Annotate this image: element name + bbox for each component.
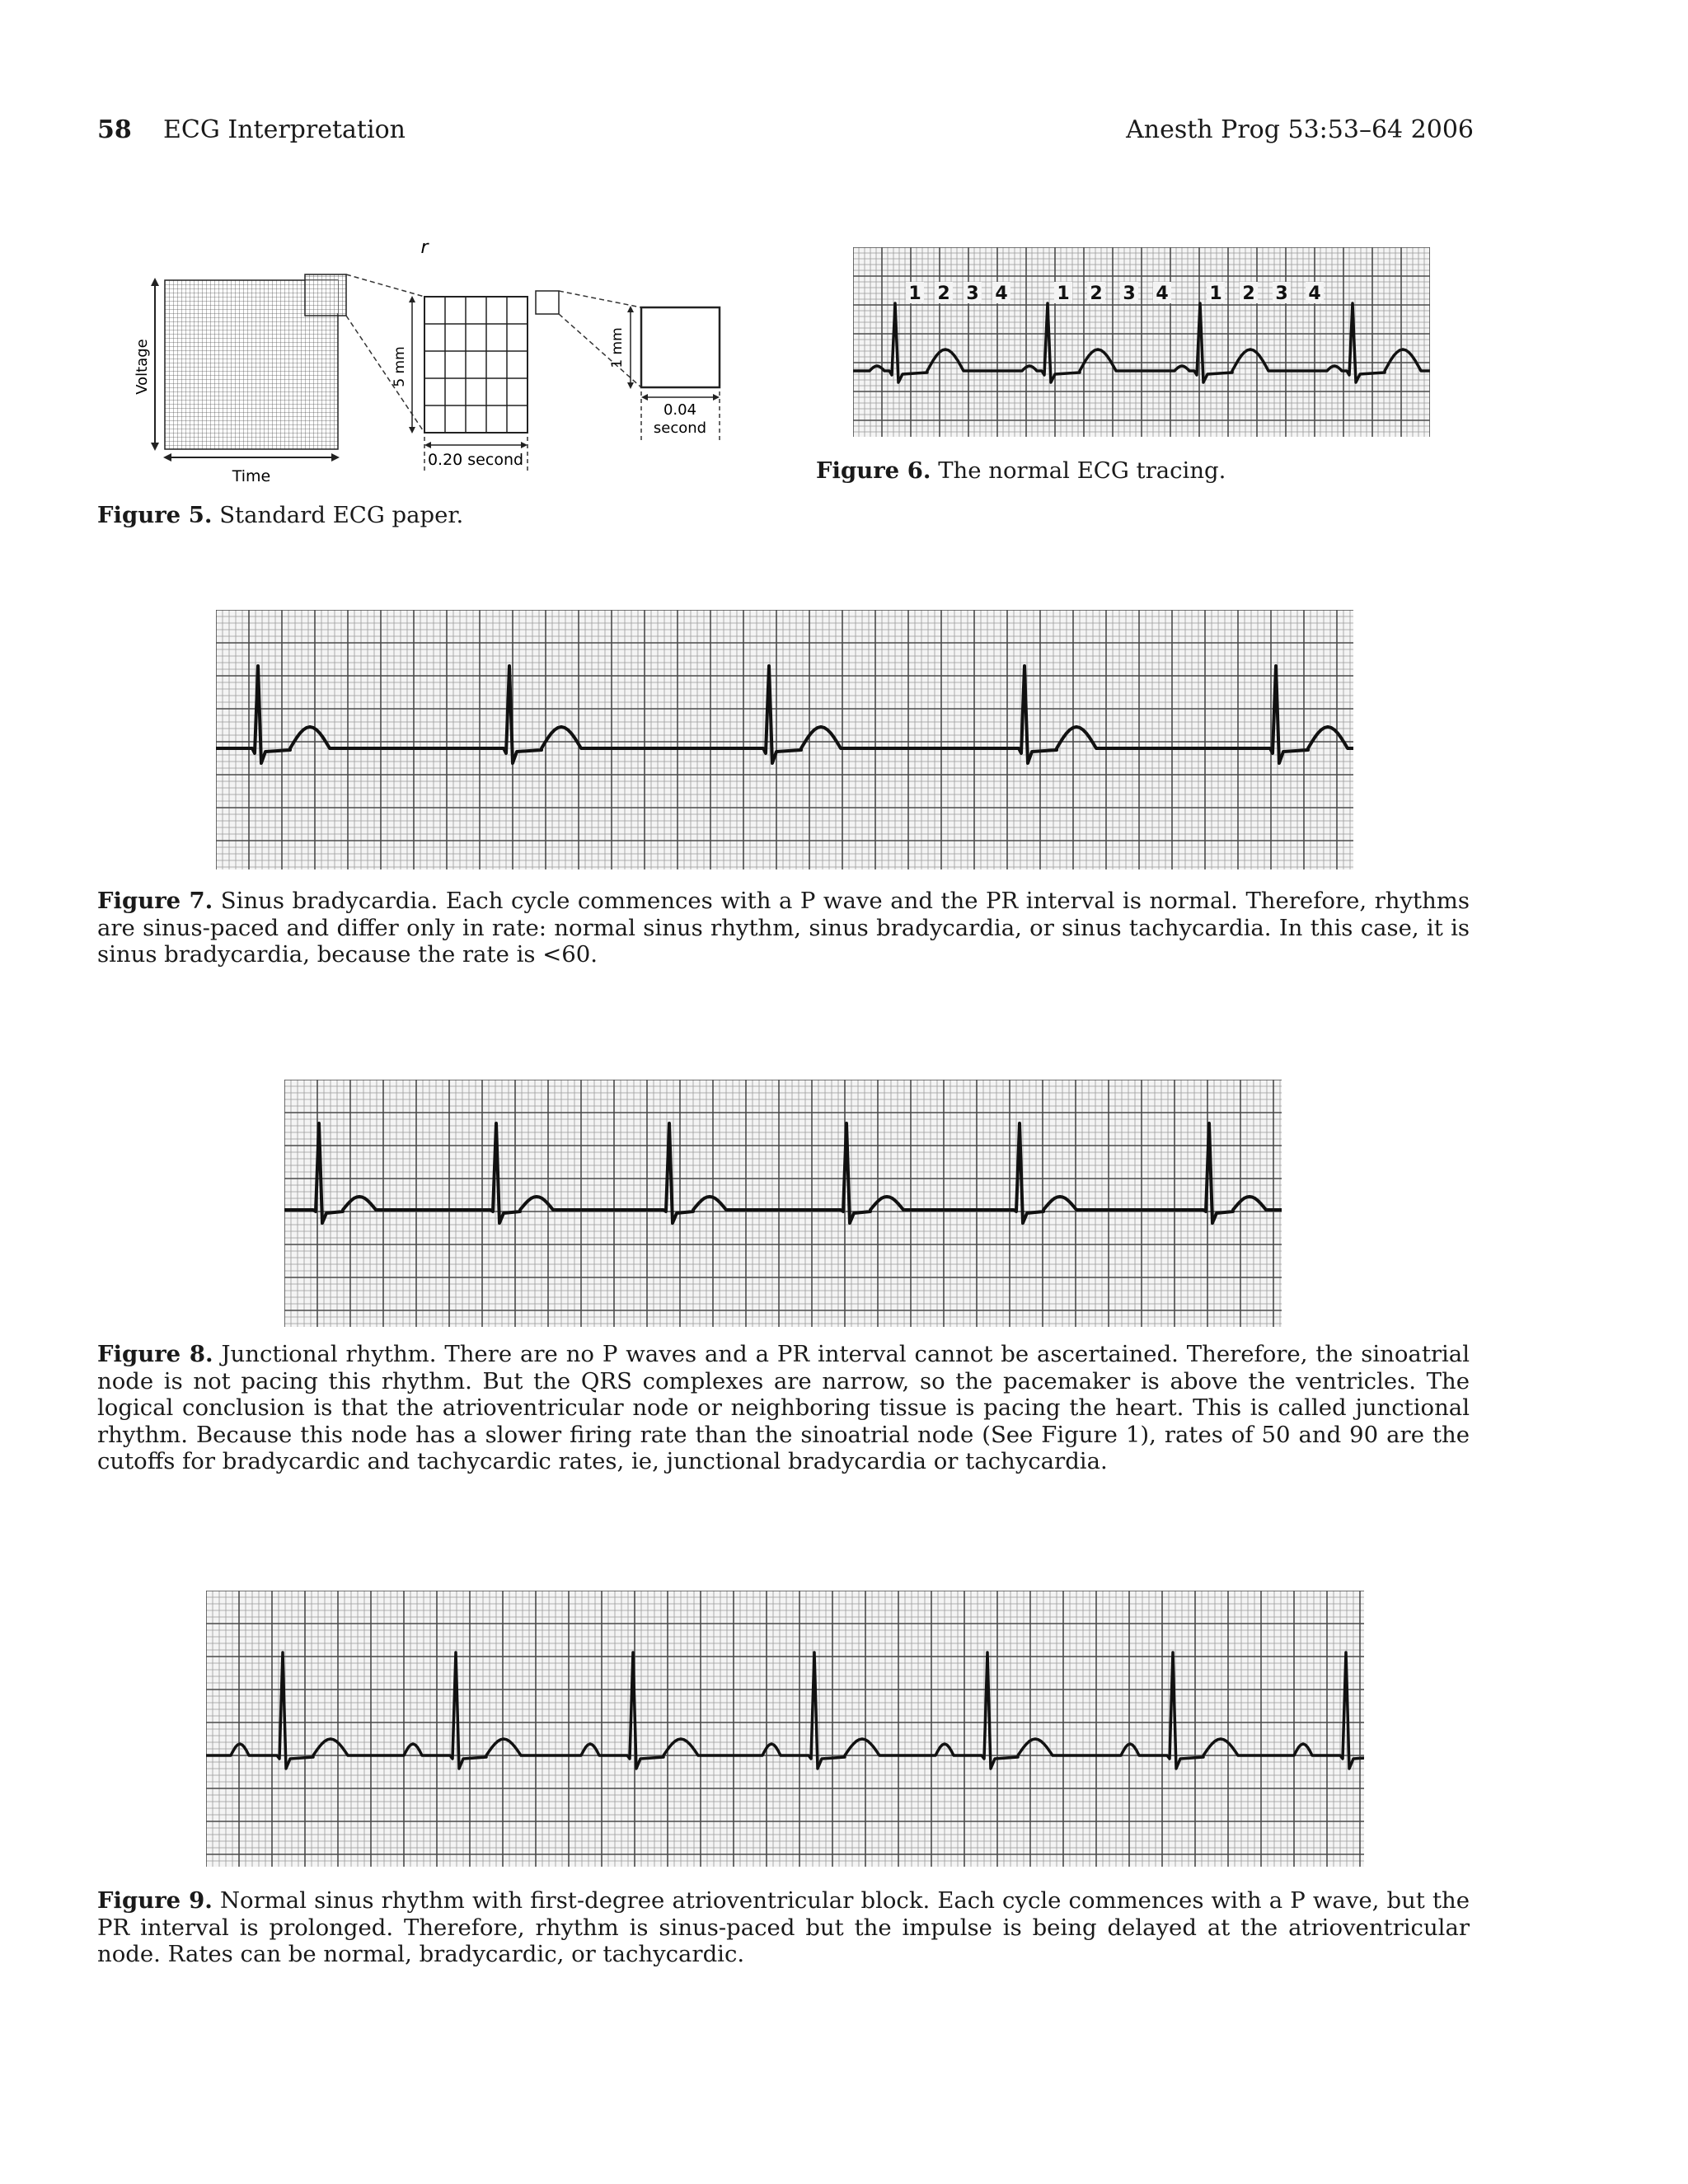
five-mm-grid <box>424 297 528 433</box>
figure-5-caption <box>97 502 724 529</box>
figure-8-ecg <box>284 1080 1282 1327</box>
page-header <box>97 115 1474 152</box>
label-second: second <box>653 419 707 437</box>
first-degree-av-block-tracing <box>206 1591 1364 1867</box>
time-axis-label: Time <box>232 467 271 485</box>
journal-citation: Anesth Prog 53:53–64 2006 <box>1126 115 1474 144</box>
sinus-bradycardia-tracing <box>216 610 1353 869</box>
figure-5 <box>124 235 725 490</box>
count-label: 2 <box>1090 284 1103 304</box>
figure-6-label: Figure 6. <box>816 457 931 484</box>
label-0-04: 0.04 <box>663 401 697 419</box>
figure-7-caption <box>97 888 1470 968</box>
count-label: 1 <box>1057 284 1070 304</box>
junctional-rhythm-tracing <box>284 1080 1282 1327</box>
page-number: 58 <box>97 115 132 144</box>
count-label: 3 <box>966 284 979 304</box>
figure-9-caption-text: Normal sinus rhythm with first-degree atrioventricular block. Each cycle commences with a P wave, but the PR interval is prolonged. Therefore, rhythm is sinus-paced but the impulse is being delayed at the atrioventricular node. Rates can be normal, bradycardic, or tachycardic. <box>97 1887 1470 1967</box>
r-label: r <box>420 237 429 258</box>
count-label: 1 <box>908 284 921 304</box>
grid-background <box>216 610 1353 869</box>
count-label: 3 <box>1275 284 1288 304</box>
figure-6-caption <box>816 457 1475 485</box>
figure-6-ecg <box>853 247 1430 437</box>
grid-background <box>206 1591 1364 1867</box>
ecg-paper-diagram <box>124 235 725 490</box>
figure-5-caption-text: Standard ECG paper. <box>212 502 464 528</box>
one-mm-box <box>641 307 720 387</box>
count-label: 4 <box>1156 284 1169 304</box>
figure-8-label: Figure 8. <box>97 1341 213 1367</box>
figure-8-caption <box>97 1341 1470 1475</box>
normal-ecg-tracing <box>853 247 1430 437</box>
figure-9-label: Figure 9. <box>97 1887 213 1914</box>
voltage-axis-label: Voltage <box>134 339 151 395</box>
figure-7-label: Figure 7. <box>97 888 213 914</box>
count-label: 2 <box>1242 284 1255 304</box>
grid-background <box>284 1080 1282 1327</box>
figure-6-caption-text: The normal ECG tracing. <box>931 457 1226 484</box>
figure-8-caption-text: Junctional rhythm. There are no P waves and a PR interval cannot be ascertained. Therefore, the sinoatrial node is not pacing this rhythm. But the QRS complexes are narrow, so the pacemaker is above the ventricles. The logical conclusion is that the atrioventricular node or neighboring tissue is pacing the heart. This is called junctional rhythm. Because this node has a slower firing rate than the sinoatrial node (See Figure 1), rates of 50 and 90 are the cutoffs for bradycardic and tachycardic rates, ie, junctional bradycardia or tachycardia. <box>97 1341 1470 1474</box>
figure-7-caption-text: Sinus bradycardia. Each cycle commences with a P wave and the PR interval is normal. Therefore, rhythms are sinus-paced and differ only in rate: normal sinus rhythm, sinus bradycardia, or sinus tachycardia. In this case, it is sinus bradycardia, because the rate is <60. <box>97 888 1470 968</box>
small-square <box>536 291 559 314</box>
count-label: 3 <box>1123 284 1136 304</box>
five-mm-label: 5 mm <box>392 346 408 387</box>
label-0-20-second: 0.20 second <box>427 451 524 469</box>
running-title: ECG Interpretation <box>163 115 406 144</box>
figure-9-caption <box>97 1887 1470 1968</box>
small-grid <box>305 274 346 316</box>
ecg-grid <box>853 247 1430 437</box>
one-mm-label: 1 mm <box>609 327 626 368</box>
figure-5-label: Figure 5. <box>97 502 213 528</box>
count-label: 1 <box>1209 284 1222 304</box>
count-label: 2 <box>937 284 950 304</box>
count-label: 4 <box>1308 284 1321 304</box>
figure-7-ecg <box>216 610 1353 869</box>
figure-9-ecg <box>206 1591 1364 1867</box>
count-label: 4 <box>995 284 1008 304</box>
